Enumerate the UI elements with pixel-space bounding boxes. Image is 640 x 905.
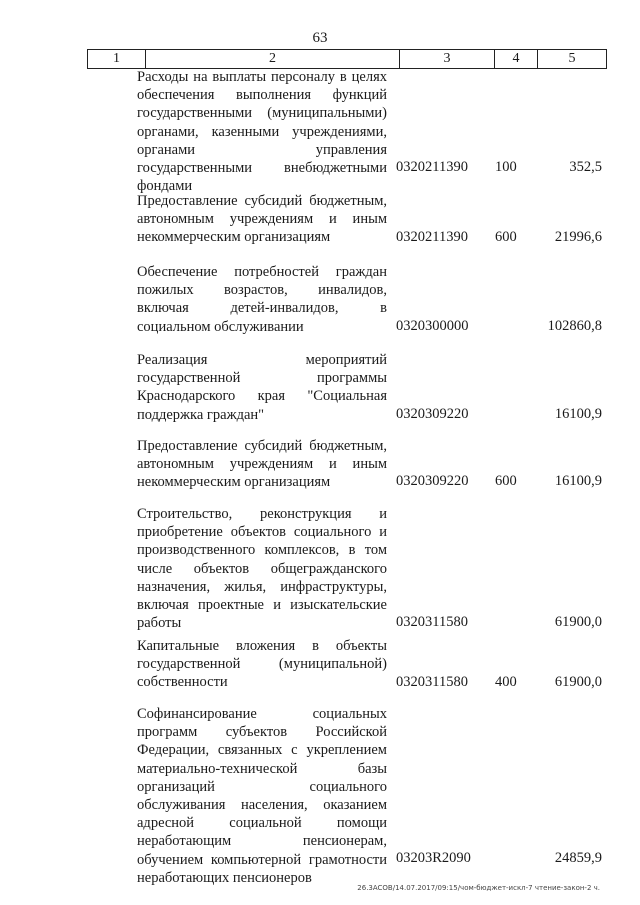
column-header-2: 2 <box>146 50 400 69</box>
row-code: 0320309220 <box>396 473 469 489</box>
row-description: Капитальные вложения в объекты государственной (муниципальной) собственности <box>137 638 387 691</box>
row-code: 03203R2090 <box>396 850 471 866</box>
row-amount: 102860,8 <box>547 318 602 334</box>
row-expense-type: 600 <box>495 473 517 489</box>
row-amount: 24859,9 <box>554 850 602 866</box>
row-amount: 16100,9 <box>554 473 602 489</box>
row-amount: 352,5 <box>569 159 602 175</box>
row-amount: 61900,0 <box>554 614 602 630</box>
row-amount: 21996,6 <box>554 229 602 245</box>
column-header-5: 5 <box>538 50 607 69</box>
row-code: 0320211390 <box>396 229 468 245</box>
row-amount: 16100,9 <box>554 406 602 422</box>
row-code: 0320300000 <box>396 318 469 334</box>
row-code: 0320211390 <box>396 159 468 175</box>
row-description: Предоставление субсидий бюджетным, автономным учреждениям и иным некоммерческим организациям <box>137 438 387 491</box>
column-header-3: 3 <box>400 50 495 69</box>
column-header-4: 4 <box>495 50 538 69</box>
table-header <box>87 49 607 69</box>
page-number: 63 <box>312 30 328 46</box>
row-description: Софинансирование социальных программ субъектов Российской Федерации, связанных с укреплением материально-технической базы организаций социального обслуживания населения, оказанием адресной социальной помощи неработающим пенсионерам, обучением компьютерной грамотности неработающих пенсионеров <box>137 706 387 886</box>
row-amount: 61900,0 <box>554 674 602 690</box>
document-footer-stamp: 26.3ACOB/14.07.2017/09:15/чом-бюджет-искл-7 чтение-закон-2 ч. <box>357 884 600 892</box>
row-description: Расходы на выплаты персоналу в целях обеспечения выполнения функций государственными (муниципальными) органами, казенными учреждениями, органами управления государственными внебюджетными фондами <box>137 69 387 195</box>
row-code: 0320309220 <box>396 406 469 422</box>
column-header-1: 1 <box>88 50 146 69</box>
row-expense-type: 600 <box>495 229 517 245</box>
row-description: Обеспечение потребностей граждан пожилых возрастов, инвалидов, включая детей-инвалидов, в социальном обслуживании <box>137 264 387 335</box>
row-code: 0320311580 <box>396 614 468 630</box>
row-description: Предоставление субсидий бюджетным, автономным учреждениям и иным некоммерческим организациям <box>137 193 387 246</box>
row-expense-type: 400 <box>495 674 517 690</box>
row-description: Строительство, реконструкция и приобретение объектов социального и производственного комплексов, в том числе объектов общегражданского назначения, жилья, инфраструктуры, включая проектные и изыскательские работы <box>137 506 387 632</box>
row-description: Реализация мероприятий государственной программы Краснодарского края "Социальная поддержка граждан" <box>137 352 387 423</box>
row-expense-type: 100 <box>495 159 517 175</box>
row-code: 0320311580 <box>396 674 468 690</box>
